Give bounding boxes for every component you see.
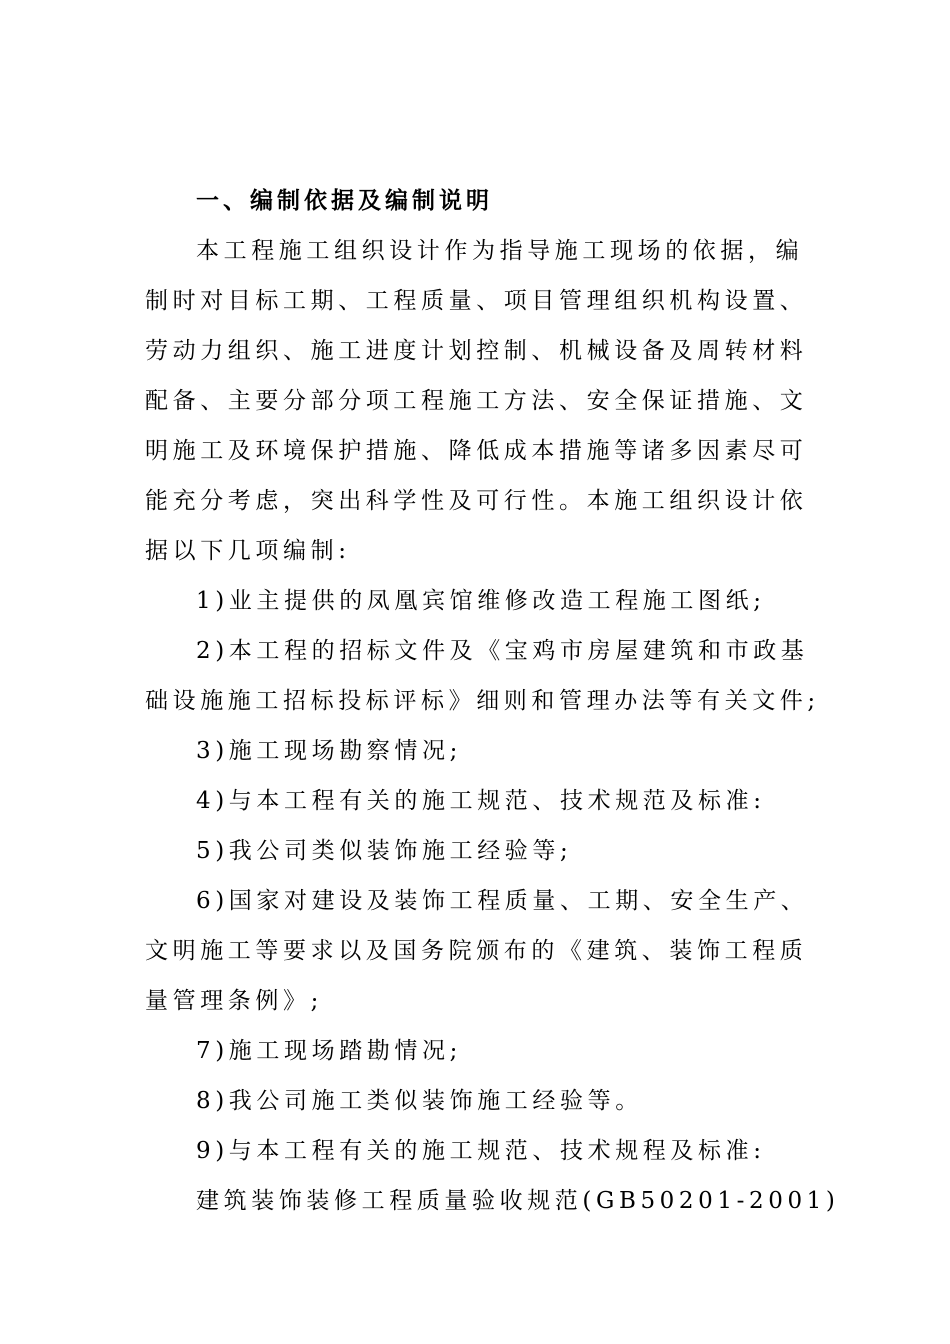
list-item-7: 7)施工现场踏勘情况; [196, 1038, 462, 1064]
intro-line: 能充分考虑，突出科学性及可行性。本施工组织设计依 [145, 488, 808, 514]
list-item-2-continuation: 础设施施工招标投标评标》细则和管理办法等有关文件; [145, 688, 820, 714]
intro-line: 本工程施工组织设计作为指导施工现场的依据，编 [196, 238, 804, 264]
list-item-6-continuation: 量管理条例》; [145, 988, 323, 1014]
list-item-9: 9)与本工程有关的施工规范、技术规程及标准: [196, 1138, 766, 1164]
intro-line: 劳动力组织、施工进度计划控制、机械设备及周转材料 [145, 338, 808, 364]
section-heading: 一、编制依据及编制说明 [196, 188, 493, 214]
list-item-2: 2)本工程的招标文件及《宝鸡市房屋建筑和市政基 [196, 638, 809, 664]
standard-line: 建筑装饰装修工程质量验收规范(GB50201-2001) [196, 1188, 840, 1214]
intro-line: 制时对目标工期、工程质量、项目管理组织机构设置、 [145, 288, 808, 314]
intro-line: 明施工及环境保护措施、降低成本措施等诸多因素尽可 [145, 438, 808, 464]
list-item-1: 1)业主提供的凤凰宾馆维修改造工程施工图纸; [196, 588, 766, 614]
list-item-3: 3)施工现场勘察情况; [196, 738, 462, 764]
list-item-4: 4)与本工程有关的施工规范、技术规范及标准: [196, 788, 766, 814]
list-item-6-continuation: 文明施工等要求以及国务院颁布的《建筑、装饰工程质 [145, 938, 808, 964]
intro-line: 配备、主要分部分项工程施工方法、安全保证措施、文 [145, 388, 808, 414]
list-item-8: 8)我公司施工类似装饰施工经验等。 [196, 1088, 643, 1114]
list-item-6: 6)国家对建设及装饰工程质量、工期、安全生产、 [196, 888, 809, 914]
list-item-5: 5)我公司类似装饰施工经验等; [196, 838, 573, 864]
intro-line: 据以下几项编制: [145, 538, 351, 564]
